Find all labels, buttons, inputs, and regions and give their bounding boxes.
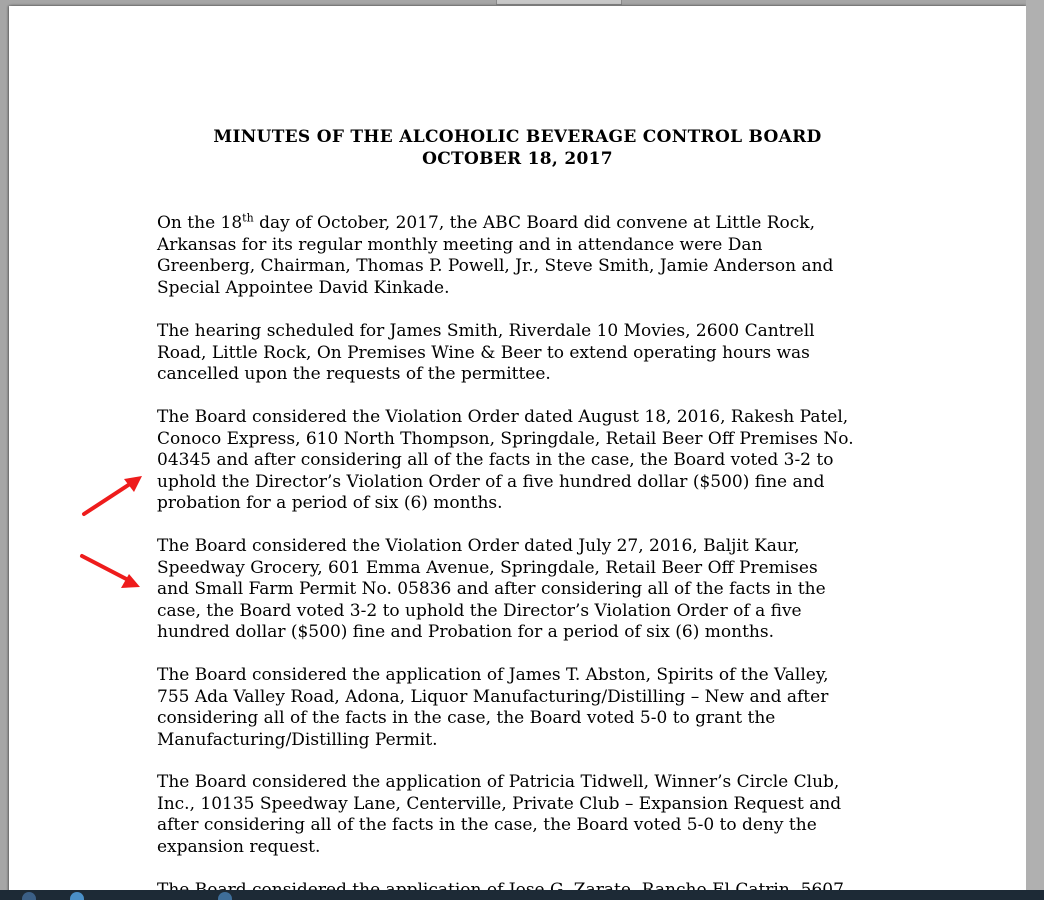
paragraph-line: Conoco Express, 610 North Thompson, Springdale, Retail Beer Off Premises No. — [157, 428, 854, 449]
paragraph-line: Speedway Grocery, 601 Emma Avenue, Springdale, Retail Beer Off Premises — [157, 557, 818, 578]
paragraph-line: Road, Little Rock, On Premises Wine & Beer to extend operating hours was — [157, 342, 810, 363]
paragraph-line: Arkansas for its regular monthly meeting and in attendance were Dan — [157, 234, 763, 255]
paragraph-violation-kaur — [157, 536, 917, 644]
viewer-toolbar-tab[interactable] — [496, 0, 622, 5]
paragraph-line: The Board considered the Violation Order dated August 18, 2016, Rakesh Patel, — [157, 407, 849, 427]
paragraph-line: The Board considered the application of James T. Abston, Spirits of the Valley, — [157, 665, 829, 685]
document-title: MINUTES OF THE ALCOHOLIC BEVERAGE CONTROL BOARD — [213, 127, 822, 147]
document-date: OCTOBER 18, 2017 — [422, 149, 613, 169]
paragraph-line: after considering all of the facts in the case, the Board voted 5-0 to deny the — [157, 815, 817, 836]
paragraph-line: The Board considered the application of Patricia Tidwell, Winner’s Circle Club, — [157, 772, 840, 792]
start-icon[interactable] — [22, 892, 36, 900]
paragraph-cancelled-hearing — [157, 321, 917, 386]
paragraph-line: The Board considered the Violation Order dated July 27, 2016, Baljit Kaur, — [157, 536, 800, 556]
paragraph-line: 04345 and after considering all of the facts in the case, the Board voted 3-2 to — [157, 450, 834, 471]
paragraph-line: Special Appointee David Kinkade. — [157, 277, 450, 298]
browser-icon[interactable] — [70, 892, 84, 900]
line-prefix: On the 18 — [157, 213, 243, 233]
paragraph-line: cancelled upon the requests of the permittee. — [157, 364, 551, 385]
paragraph-line: Inc., 10135 Speedway Lane, Centerville, Private Club – Expansion Request and — [157, 793, 842, 814]
viewer-scroll-gutter[interactable] — [1026, 0, 1044, 900]
paragraph-line: case, the Board voted 3-2 to uphold the Director’s Violation Order of a five — [157, 600, 802, 621]
paragraph-attendance — [157, 213, 917, 299]
paragraph-line: uphold the Director’s Violation Order of a five hundred dollar ($500) fine and — [157, 471, 825, 492]
red-arrow-icon — [80, 470, 150, 520]
paragraph-line: considering all of the facts in the case, the Board voted 5-0 to grant the — [157, 708, 776, 729]
paragraph-line: Manufacturing/Distilling Permit. — [157, 729, 438, 750]
paragraph-application-abston — [157, 665, 917, 751]
paragraph-line: The hearing scheduled for James Smith, Riverdale 10 Movies, 2600 Cantrell — [157, 321, 815, 341]
ordinal-suffix: th — [242, 211, 254, 225]
red-arrow-icon — [78, 550, 148, 600]
paragraph-violation-patel — [157, 407, 917, 515]
taskbar — [0, 890, 1044, 900]
paragraph-line: probation for a period of six (6) months. — [157, 493, 503, 514]
paragraph-line — [157, 213, 917, 235]
paragraph-line: 755 Ada Valley Road, Adona, Liquor Manufacturing/Distilling – New and after — [157, 686, 829, 707]
line-suffix: day of October, 2017, the ABC Board did convene at Little Rock, — [253, 213, 815, 233]
document-page — [9, 6, 1026, 900]
paragraph-line: and Small Farm Permit No. 05836 and after considering all of the facts in the — [157, 579, 826, 600]
paragraph-line: Greenberg, Chairman, Thomas P. Powell, Jr., Steve Smith, Jamie Anderson and — [157, 256, 834, 277]
app-icon[interactable] — [218, 892, 232, 900]
paragraph-line: expansion request. — [157, 836, 321, 857]
paragraph-line: hundred dollar ($500) fine and Probation for a period of six (6) months. — [157, 622, 774, 643]
paragraph-application-tidwell — [157, 772, 917, 858]
